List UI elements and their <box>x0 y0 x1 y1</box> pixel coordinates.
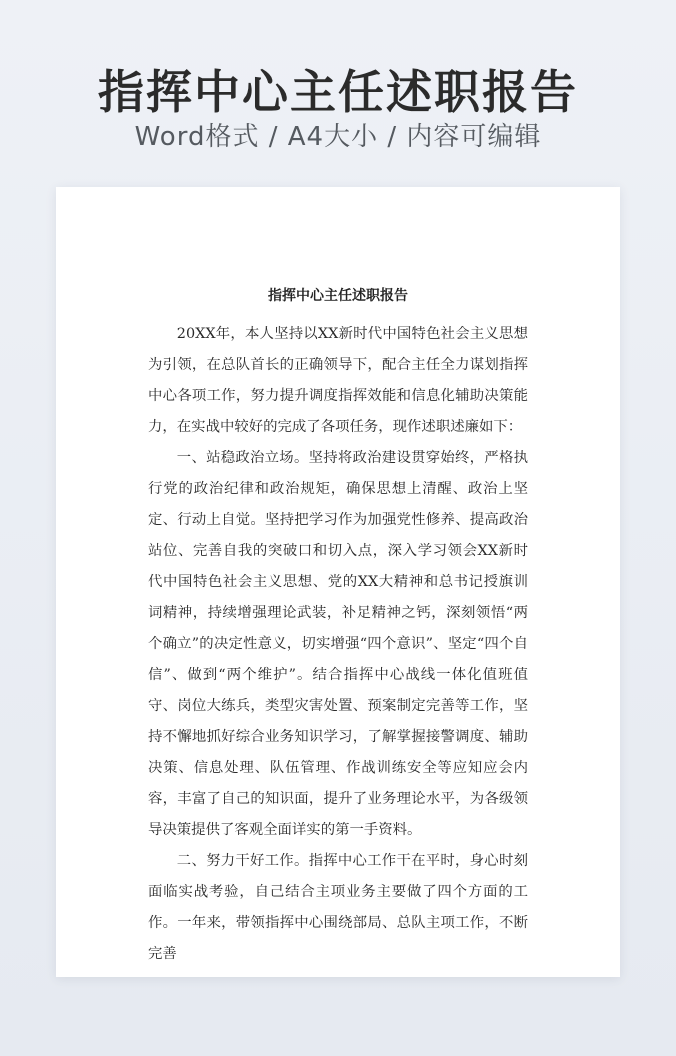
banner-subtitle: Word格式 / A4大小 / 内容可编辑 <box>134 122 542 152</box>
document-body <box>148 319 528 970</box>
header-banner <box>0 0 676 186</box>
paragraph-work: 二、努力干好工作。指挥中心工作干在平时，身心时刻面临实战考验，自己结合主项业务主要做了四个方面的工作。一年来，带领指挥中心围绕部局、总队主项工作，不断完善 <box>148 853 528 962</box>
paragraph-political-stance: 一、站稳政治立场。坚持将政治建设贯穿始终，严格执行党的政治纪律和政治规矩，确保思想上清醒、政治上坚定、行动上自觉。坚持把学习作为加强党性修养、提高政治站位、完善自我的突破口和切入点，深入学习领会XX新时代中国特色社会主义思想、党的XX大精神和总书记授旗训词精神，持续增强理论武装，补足精神之钙，深刻领悟“两个确立”的决定性意义，切实增强“四个意识”、坚定“四个自信”、做到“两个维护”。结合指挥中心战线一体化值班值守、岗位大练兵，类型灾害处置、预案制定完善等工作，坚持不懈地抓好综合业务知识学习，了解掌握接警调度、辅助决策、信息处理、队伍管理、作战训练安全等应知应会内容，丰富了自己的知识面，提升了业务理论水平，为各级领导决策提供了客观全面详实的第一手资料。 <box>148 450 528 838</box>
document-page <box>56 187 620 977</box>
paragraph-intro: 20XX年，本人坚持以XX新时代中国特色社会主义思想为引领，在总队首长的正确领导下，配合主任全力谋划指挥中心各项工作，努力提升调度指挥效能和信息化辅助决策能力，在实战中较好的完成了各项任务，现作述职述廉如下： <box>148 326 528 435</box>
document-title: 指挥中心主任述职报告 <box>268 288 408 304</box>
banner-title: 指挥中心主任述职报告 <box>98 65 578 119</box>
